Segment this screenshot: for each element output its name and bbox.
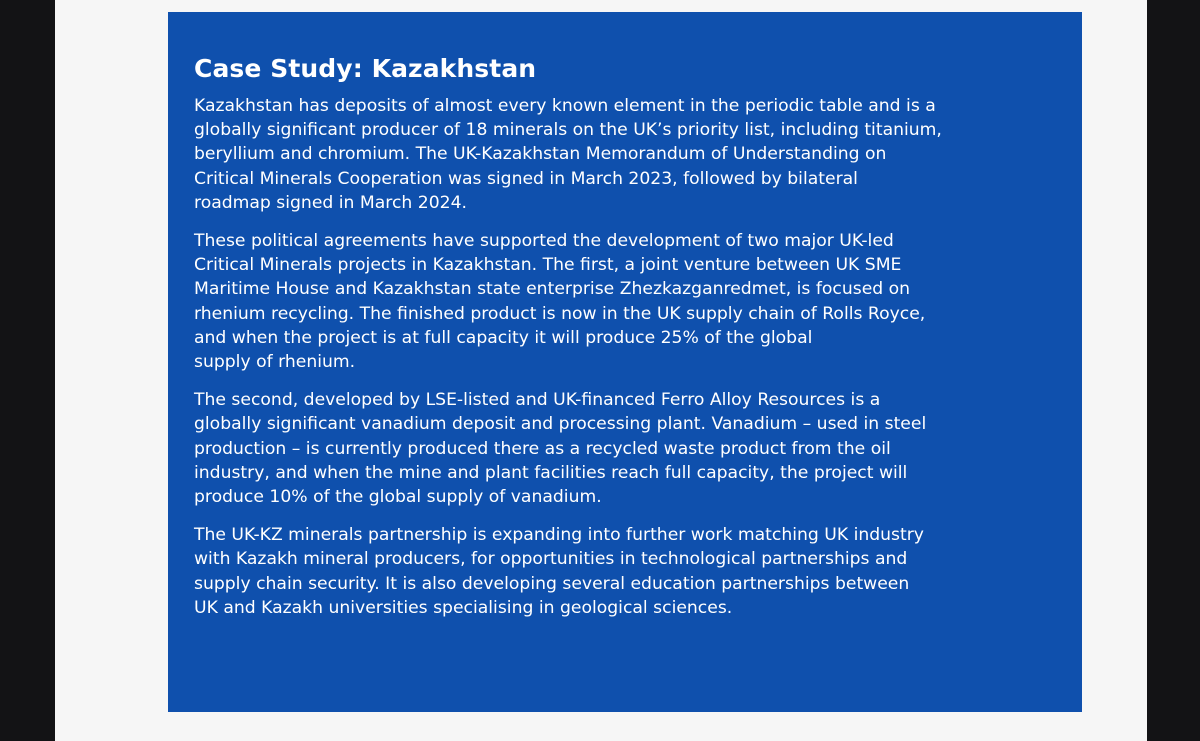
paragraph-partnership-expansion: The UK-KZ minerals partnership is expanding into further work matching UK industry with Kazakh mineral producers, for opportunities in technological partnerships and supply chain security. It is also developing several education partnerships between UK and Kazakh universities specialising in geological sciences. [194,525,924,618]
paragraph-political-agreements: These political agreements have supported the development of two major UK-led Critical Minerals projects in Kazakhstan. The first, a joint venture between UK SME Maritime House and Kazakhstan state enterprise Zhezkazganredmet, is focused on rhenium recycling. The finished product is now in the UK supply chain of Rolls Royce, and when the project is at full capacity it will produce 25% of the global supply of rhenium. [194,231,926,373]
case-study-title: Case Study: Kazakhstan [194,54,537,83]
paragraph-vanadium-project: The second, developed by LSE-listed and UK-financed Ferro Alloy Resources is a globally significant vanadium deposit and processing plant. Vanadium – used in steel production – is currently produced there as a recycled waste product from the oil industry, and when the mine and plant facilities reach full capacity, the project will produce 10% of the global supply of vanadium. [194,390,927,508]
paragraph-deposits: Kazakhstan has deposits of almost every known element in the periodic table and is a globally significant producer of 18 minerals on the UK’s priority list, including titanium, beryllium and chromium. The UK-Kazakhstan Memorandum of Understanding on Critical Minerals Cooperation was signed in March 2023, followed by bilateral roadmap signed in March 2024. [194,96,942,213]
case-study-box [168,12,1082,712]
